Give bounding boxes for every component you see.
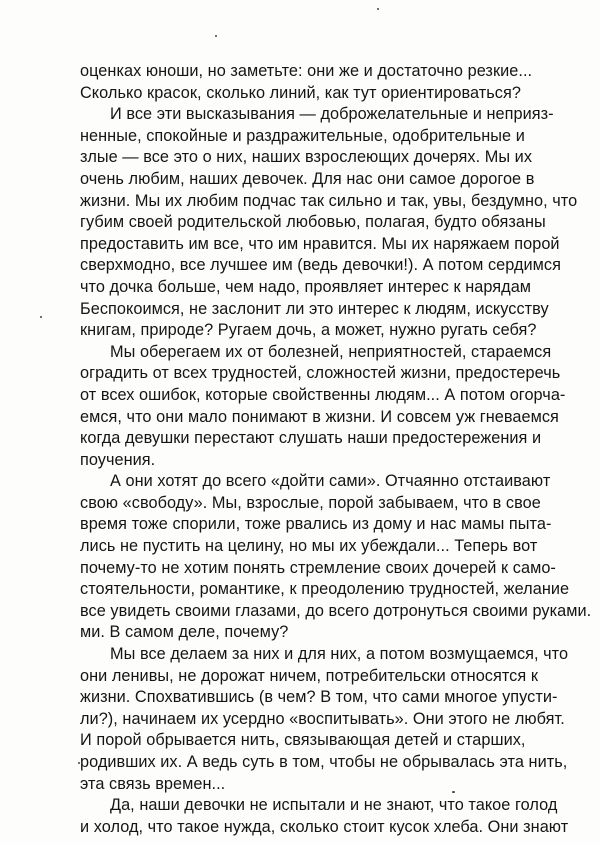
text-line: предоставить им все, что им нравится. Мы их наряжаем порой (80, 234, 560, 253)
text-line: ли?), начинаем их усердно «воспитывать». Они этого не любят. (80, 709, 565, 728)
text-line: емся, что они мало понимают в жизни. И совсем уж гневаемся (80, 407, 559, 426)
text-line: жизни. Мы их любим подчас так сильно и так, увы, бездумно, что (80, 191, 578, 210)
text-line: поучения. (80, 450, 156, 469)
text-line: А они хотят до всего «дойти сами». Отчаянно отстаивают (110, 472, 551, 491)
text-line: Сколько красок, сколько линий, как тут ориентироваться? (80, 83, 521, 102)
paragraph (80, 342, 600, 472)
text-line: И порой обрывается нить, связывающая детей и старших, (80, 731, 526, 750)
text-line: И все эти высказывания — доброжелательные и неприяз- (110, 105, 554, 124)
text-line: свою «свободу». Мы, взрослые, порой забываем, что в свое (80, 493, 541, 512)
text-line: сверхмодно, все лучшее им (ведь девочки!). А потом сердимся (80, 256, 561, 275)
text-line: оценках юноши, но заметьте: они же и достаточно резкие... (80, 62, 533, 80)
text-line: Да, наши девочки не испытали и не знают, что такое голод (110, 796, 558, 815)
scan-speck (377, 8, 379, 10)
text-line: Беспокоимся, не заслонит ли это интерес к людям, искусству (80, 299, 549, 318)
text-line: от всех ошибок, которые свойственны людям... А потом огорча- (80, 385, 566, 404)
paragraph (80, 104, 600, 342)
text-line: Мы оберегаем их от болезней, неприятностей, стараемся (110, 342, 552, 361)
text-line: когда девушки перестают слушать наши предостережения и (80, 429, 542, 448)
text-line: родивших их. А ведь суть в том, чтобы не обрывалась эта нить, (80, 753, 568, 771)
text-line: что дочка больше, чем надо, проявляет интерес к нарядам (80, 277, 532, 296)
text-line: злые — все это о них, наших взрослеющих дочерях. Мы их (80, 148, 533, 167)
paragraph (80, 644, 600, 795)
scan-speck (215, 35, 217, 37)
text-line: очень любим, наших девочек. Для нас они самое дорогое в (80, 169, 535, 188)
scan-speck (40, 316, 42, 318)
text-line: они ленивы, не дорожат ничем, потребительски относятся к (80, 666, 538, 685)
text-line: жизни. Спохватившись (в чем? В том, что сами многое упусти- (80, 688, 558, 707)
text-line: ми. В самом деле, почему? (80, 623, 289, 642)
paragraph (80, 471, 600, 644)
text-line: лись не пустить на целину, но мы их убеждали... Теперь вот (80, 537, 538, 556)
text-line: все увидеть своими глазами, до всего дотронуться своими руками. (80, 601, 592, 620)
text-line: стоятельности, романтике, к преодолению трудностей, желание (80, 580, 570, 599)
text-line: ненные, спокойные и раздражительные, одобрительные и (80, 126, 525, 145)
text-line: губим своей родительской любовью, полагая, будто обязаны (80, 213, 546, 232)
paragraph (80, 795, 600, 838)
body-text (80, 61, 600, 838)
text-line: время тоже спорили, тоже рвались из дому и нас мамы пыта- (80, 515, 552, 534)
text-line: Мы все делаем за них и для них, а потом возмущаемся, что (110, 645, 569, 664)
scan-speck (78, 762, 80, 764)
text-line: почему-то не хотим понять стремление своих дочерей к само- (80, 558, 556, 577)
text-line: эта связь времен... (80, 774, 226, 793)
text-line: оградить от всех трудностей, сложностей жизни, предостеречь (80, 364, 561, 383)
text-line: книгам, природе? Ругаем дочь, а может, нужно ругать себя? (80, 321, 537, 340)
scan-speck (452, 791, 455, 793)
paragraph (80, 61, 600, 104)
text-line: и холод, что такое нужда, сколько стоит кусок хлеба. Они знают (80, 817, 569, 836)
